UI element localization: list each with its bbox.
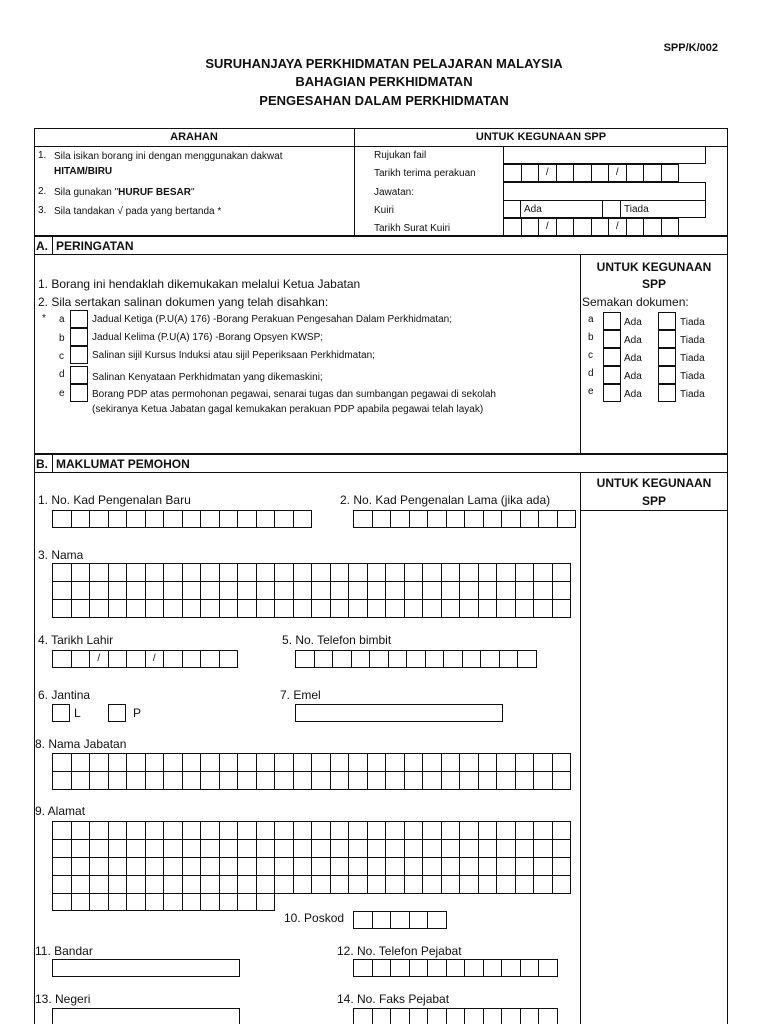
doc-letter: d — [59, 369, 65, 380]
nama-jabatan-label: 8. Nama Jabatan — [35, 737, 127, 751]
form-code: SPP/K/002 — [663, 42, 718, 54]
arahan-item-3: Sila tandakan √ pada yang bertanda * — [54, 206, 222, 217]
kuiri-label: Kuiri — [374, 205, 395, 216]
arahan-item-1-bold: HITAM/BIRU — [54, 166, 113, 177]
tarikh-surat-label: Tarikh Surat Kuiri — [374, 223, 451, 234]
semakan-e-tiada-checkbox[interactable] — [658, 384, 676, 402]
telefon-bimbit-field[interactable] — [295, 650, 537, 668]
section-a-title: PERINGATAN — [56, 239, 134, 253]
doc-letter: b — [59, 333, 65, 344]
arahan-title: ARAHAN — [170, 131, 218, 143]
spp-top-title: UNTUK KEGUNAAN SPP — [475, 131, 607, 143]
semakan-b-ada-checkbox[interactable] — [603, 330, 621, 348]
doc-d-checkbox[interactable] — [70, 366, 88, 384]
doc-letter: c — [59, 351, 64, 362]
semakan-letter: c — [588, 350, 593, 361]
doc-e-text2: (sekiranya Ketua Jabatan gagal kemukakan perakuan PDP apabila pegawai telah layak) — [92, 404, 484, 415]
semakan-e-ada-checkbox[interactable] — [603, 384, 621, 402]
telefon-pejabat-field[interactable] — [353, 959, 558, 977]
doc-c-checkbox[interactable] — [70, 346, 88, 364]
poskod-field[interactable] — [353, 911, 447, 929]
semakan-tiada: Tiada — [680, 371, 705, 382]
semakan-b-tiada-checkbox[interactable] — [658, 330, 676, 348]
kp-lama-label: 2. No. Kad Pengenalan Lama (jika ada) — [340, 493, 551, 507]
header-line2: BAHAGIAN PERKHIDMATAN — [295, 74, 473, 89]
rujukan-fail-field[interactable] — [503, 146, 706, 164]
semakan-tiada: Tiada — [680, 353, 705, 364]
semakan-a-ada-checkbox[interactable] — [603, 312, 621, 330]
header-line1: SURUHANJAYA PERKHIDMATAN PELAJARAN MALAYSIA — [205, 56, 563, 71]
telefon-pejabat-label: 12. No. Telefon Pejabat — [337, 944, 462, 958]
arahan-item-num: 1. — [38, 150, 47, 161]
emel-field[interactable] — [295, 704, 503, 722]
semakan-c-ada-checkbox[interactable] — [603, 348, 621, 366]
jantina-l-checkbox[interactable] — [52, 704, 70, 722]
doc-a-checkbox[interactable] — [70, 310, 88, 328]
tarikh-surat-field[interactable]: / / — [503, 218, 679, 236]
doc-d-text: Salinan Kenyataan Perkhidmatan yang dikemaskini; — [92, 372, 323, 383]
semakan-letter: e — [588, 386, 594, 397]
alamat-field[interactable] — [52, 821, 571, 894]
emel-label: 7. Emel — [280, 688, 321, 702]
tarikh-terima-field[interactable]: / / — [503, 164, 679, 182]
nama-field[interactable] — [52, 563, 571, 618]
kp-baru-field[interactable] — [52, 510, 312, 528]
semakan-ada: Ada — [624, 317, 642, 328]
doc-b-checkbox[interactable] — [70, 328, 88, 346]
semakan-letter: b — [588, 332, 594, 343]
kuiri-ada: Ada — [524, 204, 542, 215]
jantina-p-label: P — [133, 706, 142, 720]
doc-c-text: Salinan sijil Kursus Induksi atau sijil Peperiksaan Perkhidmatan; — [92, 350, 375, 361]
tarikh-terima-label: Tarikh terima perakuan — [374, 168, 476, 179]
jantina-l-label: L — [74, 706, 81, 720]
doc-letter: a — [59, 314, 65, 325]
doc-e-text: Borang PDP atas permohonan pegawai, senarai tugas dan sumbangan pegawai di sekolah — [92, 389, 496, 400]
jawatan-field[interactable] — [503, 182, 706, 201]
semakan-a-tiada-checkbox[interactable] — [658, 312, 676, 330]
nama-jabatan-field[interactable] — [52, 753, 571, 790]
peringatan-line2: 2. Sila sertakan salinan dokumen yang telah disahkan: — [38, 295, 329, 309]
alamat-label: 9. Alamat — [35, 804, 86, 818]
semakan-d-tiada-checkbox[interactable] — [658, 366, 676, 384]
bandar-label: 11. Bandar — [35, 944, 93, 958]
bandar-field[interactable] — [52, 959, 240, 977]
spp-b-title1: UNTUK KEGUNAAN — [596, 476, 712, 490]
poskod-label: 10. Poskod — [284, 911, 345, 925]
semakan-d-ada-checkbox[interactable] — [603, 366, 621, 384]
semakan-letter: a — [588, 314, 594, 325]
peringatan-line1: 1. Borang ini hendaklah dikemukakan melalui Ketua Jabatan — [38, 277, 361, 291]
spp-b-title2: SPP — [641, 494, 666, 508]
arahan-item-2: Sila gunakan "HURUF BESAR" — [54, 187, 195, 198]
semakan-label: Semakan dokumen: — [582, 295, 689, 309]
jantina-label: 6. Jantina — [38, 688, 91, 702]
section-a-letter: A. — [36, 239, 48, 253]
arahan-item-num: 2. — [38, 186, 47, 197]
semakan-letter: d — [588, 368, 594, 379]
negeri-label: 13. Negeri — [35, 992, 91, 1006]
negeri-field[interactable] — [52, 1008, 240, 1024]
kuiri-tiada: Tiada — [624, 204, 649, 215]
doc-e-checkbox[interactable] — [70, 384, 88, 402]
semakan-ada: Ada — [624, 335, 642, 346]
semakan-tiada: Tiada — [680, 317, 705, 328]
semakan-tiada: Tiada — [680, 389, 705, 400]
nama-label: 3. Nama — [38, 548, 84, 562]
telefon-bimbit-label: 5. No. Telefon bimbit — [282, 633, 392, 647]
semakan-ada: Ada — [624, 389, 642, 400]
arahan-item-num: 3. — [38, 205, 47, 216]
doc-b-text: Jadual Kelima (P.U(A) 176) -Borang Opsyen KWSP; — [92, 332, 324, 343]
semakan-c-tiada-checkbox[interactable] — [658, 348, 676, 366]
jantina-p-checkbox[interactable] — [108, 704, 126, 722]
tarikh-lahir-label: 4. Tarikh Lahir — [38, 633, 114, 647]
rujukan-label: Rujukan fail — [374, 150, 427, 161]
faks-pejabat-label: 14. No. Faks Pejabat — [337, 992, 450, 1006]
spp-a-title2: SPP — [641, 277, 666, 291]
spp-a-title1: UNTUK KEGUNAAN — [596, 260, 712, 274]
section-b-title: MAKLUMAT PEMOHON — [56, 457, 190, 471]
header-line3: PENGESAHAN DALAM PERKHIDMATAN — [259, 93, 509, 108]
doc-letter: e — [59, 388, 65, 399]
semakan-tiada: Tiada — [680, 335, 705, 346]
asterisk: * — [42, 313, 46, 324]
semakan-ada: Ada — [624, 371, 642, 382]
jawatan-label: Jawatan: — [374, 187, 415, 198]
kp-baru-label: 1. No. Kad Pengenalan Baru — [38, 493, 191, 507]
alamat-last-row[interactable] — [52, 893, 275, 911]
kp-lama-field[interactable] — [353, 510, 576, 528]
tarikh-lahir-field[interactable]: / / — [52, 650, 238, 668]
doc-a-text: Jadual Ketiga (P.U(A) 176) -Borang Perakuan Pengesahan Dalam Perkhidmatan; — [92, 314, 453, 325]
arahan-item-1: Sila isikan borang ini dengan menggunakan dakwat — [54, 151, 283, 162]
section-b-letter: B. — [36, 457, 48, 471]
faks-pejabat-field[interactable] — [353, 1008, 558, 1024]
semakan-ada: Ada — [624, 353, 642, 364]
